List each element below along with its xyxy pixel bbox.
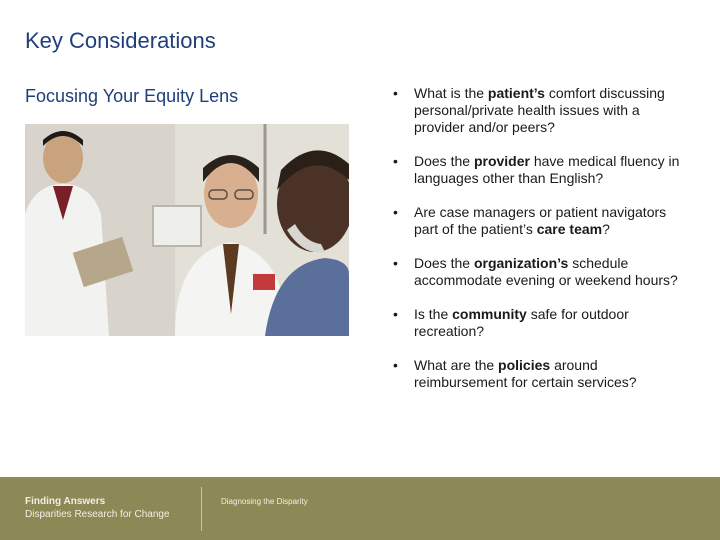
footer-brand (25, 495, 170, 521)
list-item: • Are case managers or patient navigators part of the patient’s care team? (393, 204, 667, 237)
bullet-icon: • (393, 306, 398, 322)
brand-tagline: Disparities Research for Change (25, 509, 170, 520)
footer-section-label: Diagnosing the Disparity (221, 497, 308, 506)
footer-divider (201, 487, 202, 531)
footer-bar (0, 477, 720, 540)
photo-illustration (25, 124, 349, 336)
bullet-icon: • (393, 85, 398, 101)
bullet-icon: • (393, 255, 398, 271)
slide-subtitle: Focusing Your Equity Lens (25, 86, 239, 106)
bullet-icon: • (393, 204, 398, 220)
brand-name: Finding Answers (25, 496, 106, 507)
doctors-with-patient-photo (25, 124, 349, 336)
list-item: • Does the organization’s schedule accommodate evening or weekend hours? (393, 255, 678, 288)
list-item: • What are the policies around reimbursement for certain services? (393, 357, 637, 390)
list-item: • Does the provider have medical fluency in languages other than English? (393, 153, 680, 186)
bullet-icon: • (393, 357, 398, 373)
bullet-icon: • (393, 153, 398, 169)
considerations-list (393, 85, 693, 391)
list-item: • What is the patient’s comfort discussing personal/private health issues with a provider and/or peers? (393, 85, 665, 135)
slide-title: Key Considerations (25, 28, 216, 53)
list-item: • Is the community safe for outdoor recreation? (393, 306, 629, 339)
